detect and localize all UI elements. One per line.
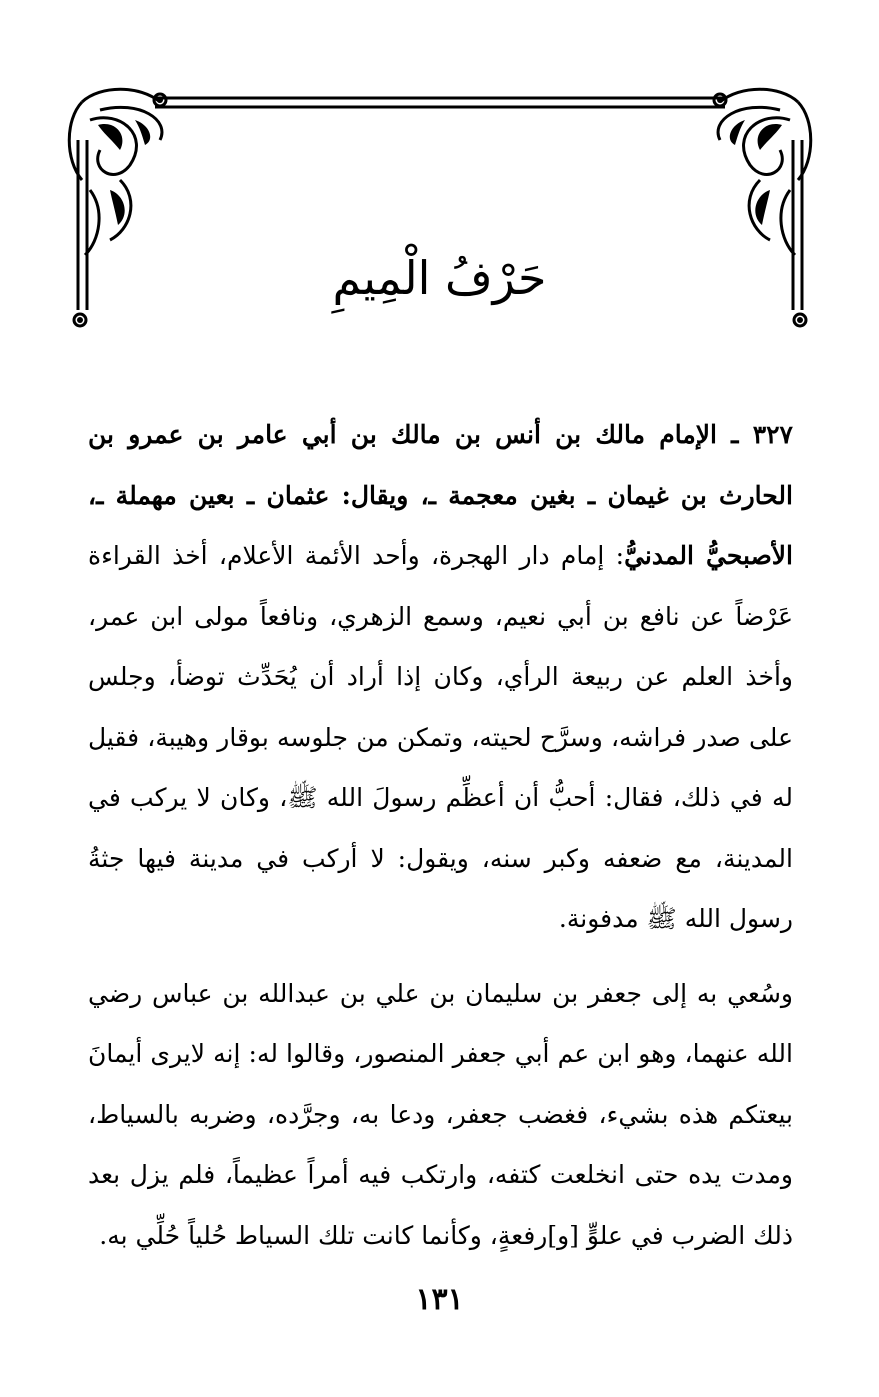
entry-body bbox=[88, 405, 793, 1266]
page-number: ١٣١ bbox=[415, 1282, 464, 1317]
entry-paragraph-2: وسُعي به إلى جعفر بن سليمان بن علي بن عبدالله بن عباس رضي الله عنهما، وهو ابن عم أبي جعفر المنصور، وقالوا له: إنه لايرى أيمانَ بيعتكم هذه بشيء، فغضب جعفر، ودعا به، وجرَّده، وضربه بالسياط، ومدت يده حتى انخلعت كتفه، وارتكب فيه أمراً عظيماً، فلم يزل بعد ذلك الضرب في علوٍّ [و]رفعةٍ، وكأنما كانت تلك السياط حُلياً حُلِّي به. bbox=[88, 978, 793, 1250]
chapter-title: حَرْفُ الْمِيمِ bbox=[332, 251, 547, 305]
entry-heading: ٣٢٧ ـ الإمام مالك بن أنس بن مالك بن أبي عامر بن عمرو بن الحارث بن غيمان ـ بغين معجمة ـ، ويقال: عثمان ـ بعين مهملة ـ، الأصبحيُّ المدنيُّ bbox=[88, 420, 793, 570]
entry-paragraph-1 bbox=[88, 405, 793, 950]
entry-text-1: : إمام دار الهجرة، وأحد الأئمة الأعلام، أخذ القراءة عَرْضاً عن نافع بن أبي نعيم، وسمع الزهري، ونافعاً مولى ابن عمر، وأخذ العلم عن ربيعة الرأي، وكان إذا أراد أن يُحَدِّث توضأ، وجلس على صدر فراشه، وسرَّح لحيته، وتمكن من جلوسه بوقار وهيبة، فقيل له في ذلك، فقال: أحبُّ أن أعظِّم رسولَ الله ﷺ، وكان لا يركب في المدينة، مع ضعفه وكبر سنه، ويقول: لا أركب في مدينة فيها جثةُ رسول الله ﷺ مدفونة. bbox=[88, 541, 793, 933]
